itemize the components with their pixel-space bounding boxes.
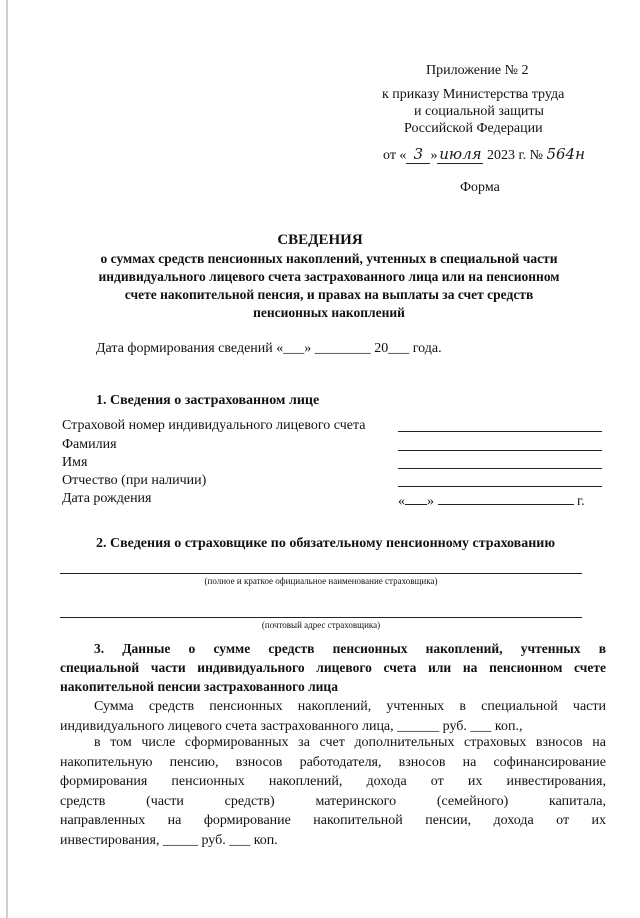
subtitle-line-1: о суммах средств пенсионных накоплений, учтенных в специальной части xyxy=(100,251,558,266)
order-date-mid: » xyxy=(430,148,438,163)
birth-open-quote: « xyxy=(398,494,405,509)
order-date-prefix: от « xyxy=(383,148,407,163)
section1-heading: 1. Сведения о застрахованном лице xyxy=(96,393,320,408)
birth-month-year-blank xyxy=(438,490,574,505)
order-line-3: Российской Федерации xyxy=(404,121,543,136)
order-line-1: к приказу Министерства труда xyxy=(382,87,565,102)
field-snils-line xyxy=(398,431,602,432)
section3-heading-line-1: 3. Данные о сумме средств пенсионных накоплений, учтенных в xyxy=(94,641,606,656)
paragraph-including-line-6: инвестирования, _____ руб. ___ коп. xyxy=(60,832,278,848)
formation-date: Дата формирования сведений «___» ________ 20___ года. xyxy=(96,341,442,356)
field-surname-line xyxy=(398,450,602,451)
paragraph-total-sum xyxy=(60,697,606,736)
section2-heading: 2. Сведения о страховщике по обязательному пенсионному страхованию xyxy=(96,536,556,551)
field-snils-label: Страховой номер индивидуального лицевого счета xyxy=(62,418,366,433)
subtitle-line-3: счете накопительной пенсия, и правах на выплаты за счет средств xyxy=(124,287,534,302)
paragraph-including-line-4: средств (части средств) материнского (семейного) капитала, xyxy=(60,793,606,809)
document-title: СВЕДЕНИЯ xyxy=(277,232,363,248)
subtitle-line-2: индивидуального лицевого счета застрахованного лица или на пенсионном xyxy=(98,269,560,284)
field-patronymic-label: Отчество (при наличии) xyxy=(62,473,207,488)
document-subtitle xyxy=(56,250,602,322)
insurer-name-line xyxy=(60,573,582,574)
order-date xyxy=(383,145,585,165)
order-line-2: и социальной защиты xyxy=(414,104,544,119)
order-date-year: 2023 г. № xyxy=(486,148,543,163)
appendix-number: Приложение № 2 xyxy=(426,63,529,78)
paragraph-including-line-1: в том числе сформированных за счет дополнительных страховых взносов на xyxy=(94,735,606,750)
insurer-address-line xyxy=(60,617,582,618)
field-name-line xyxy=(398,468,602,469)
section3-heading-line-3: накопительной пенсии застрахованного лица xyxy=(60,679,338,694)
field-birthdate-label: Дата рождения xyxy=(62,491,152,506)
paragraph-including xyxy=(60,733,606,850)
field-birthdate-value xyxy=(398,490,585,511)
paragraph-total-line-2: индивидуального лицевого счета застрахованного лица, ______ руб. ___ коп., xyxy=(60,718,523,734)
scan-edge xyxy=(6,0,8,918)
order-date-month: июля xyxy=(439,145,482,163)
order-number: 564н xyxy=(546,145,585,163)
field-surname-label: Фамилия xyxy=(62,437,117,452)
birth-close-quote: » xyxy=(427,494,434,509)
birth-year-suffix: г. xyxy=(577,494,585,509)
field-patronymic-line xyxy=(398,486,602,487)
form-label: Форма xyxy=(460,180,500,195)
insurer-name-caption: (полное и краткое официальное наименование страховщика) xyxy=(204,576,438,586)
section3-heading-line-2: специальной части индивидуального лицевого счета или на пенсионном счете xyxy=(60,660,606,675)
order-date-day: 3 xyxy=(406,145,430,164)
insurer-address-caption: (почтовый адрес страховщика) xyxy=(261,620,381,630)
section3-heading xyxy=(60,639,606,696)
paragraph-total-line-1: Сумма средств пенсионных накоплений, учтенных в специальной части xyxy=(94,699,606,714)
paragraph-including-line-5: направленных на формирование накопительной пенсии, дохода от их xyxy=(60,813,606,828)
birth-day-blank xyxy=(405,490,427,505)
field-name-label: Имя xyxy=(62,455,88,470)
subtitle-line-4: пенсионных накоплений xyxy=(253,305,405,320)
paragraph-including-line-2: накопительную пенсию, взносов работодателя, взносов на софинансирование xyxy=(60,754,606,770)
paragraph-including-line-3: формирования пенсионных накоплений, дохода от их инвестирования, xyxy=(60,774,606,789)
